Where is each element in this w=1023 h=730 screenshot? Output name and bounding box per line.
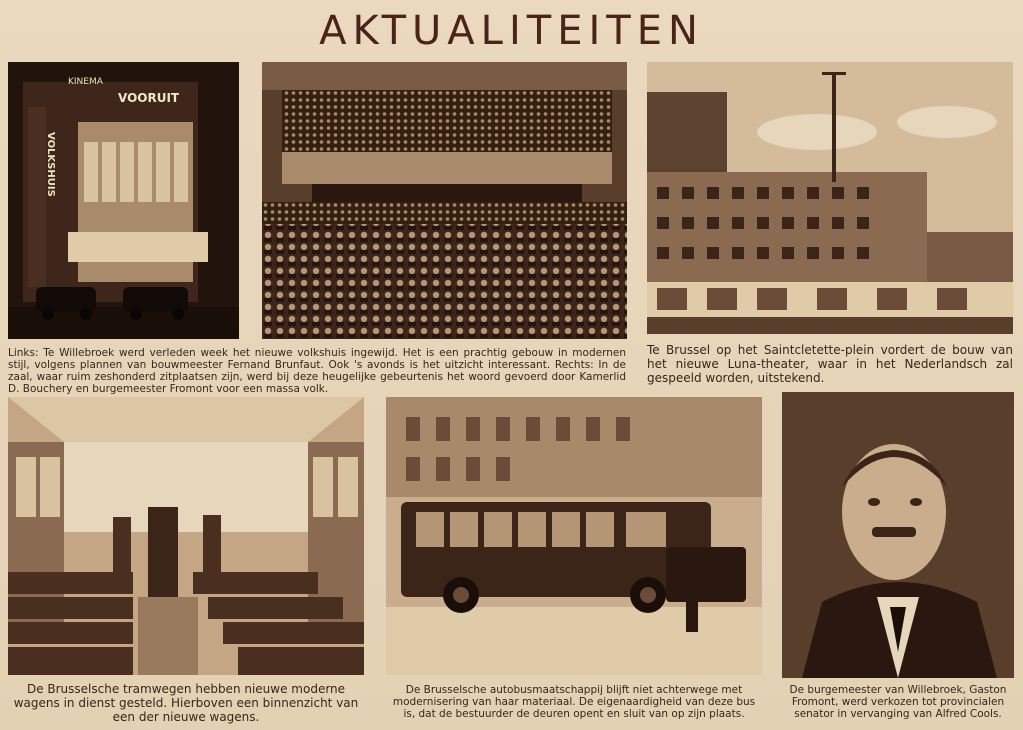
volkshuis-illustration	[8, 62, 239, 339]
sign-volkshuis: VOLKSHUIS	[45, 132, 56, 197]
tram-illustration	[8, 397, 364, 675]
sign-kinema: KINEMA	[68, 77, 103, 87]
photo-auditorium-crowd	[262, 62, 627, 339]
construction-illustration	[647, 62, 1013, 334]
photo-portrait-gaston-fromont	[782, 392, 1014, 678]
sign-vooruit: VOORUIT	[118, 91, 180, 105]
caption-volkshuis: Links: Te Willebroek werd verleden week het nieuwe volkshuis ingewijd. Het is een prachtig gebouw in modernen stijl, volgens plannen van bouwmeester Fernand Brunfaut. Ook 's avonds is het uitzicht interessant. Rechts: In de zaal, waar ruim zeshonderd zitplaatsen zijn, werd bij deze heugelijke gebeurtenis het woord gevoerd door Kamerlid D. Bouchery en burgemeester Fromont voor een massa volk.	[8, 347, 626, 395]
auditorium-illustration	[262, 62, 627, 339]
photo-tram-interior	[8, 397, 364, 675]
caption-autobus: De Brusselsche autobusmaatschappij blijft niet achterwege met modernisering van haar materiaal. De eigenaardigheid van deze bus is, dat de bestuurder de deuren opent en sluit van op zijn plaats.	[392, 684, 756, 720]
caption-luna-theatre: Te Brussel op het Saintcletette-plein vordert de bouw van het nieuwe Luna-theater, waar in het Nederlandsch zal gespeeld worden, uitstekend.	[647, 343, 1013, 385]
photo-volkshuis-night	[8, 62, 239, 339]
caption-gaston-fromont: De burgemeester van Willebroek, Gaston Fromont, werd verkozen tot provincialen senator in vervanging van Alfred Cools.	[789, 684, 1007, 720]
photo-luna-theatre-construction	[647, 62, 1013, 334]
caption-tram: De Brusselsche tramwegen hebben nieuwe moderne wagens in dienst gesteld. Hierboven een binnenzicht van een der nieuwe wagens.	[13, 682, 359, 724]
portrait-illustration	[782, 392, 1014, 678]
photo-autobus	[386, 397, 762, 675]
page-title: AKTUALITEITEN	[319, 8, 704, 54]
autobus-illustration	[386, 397, 762, 675]
